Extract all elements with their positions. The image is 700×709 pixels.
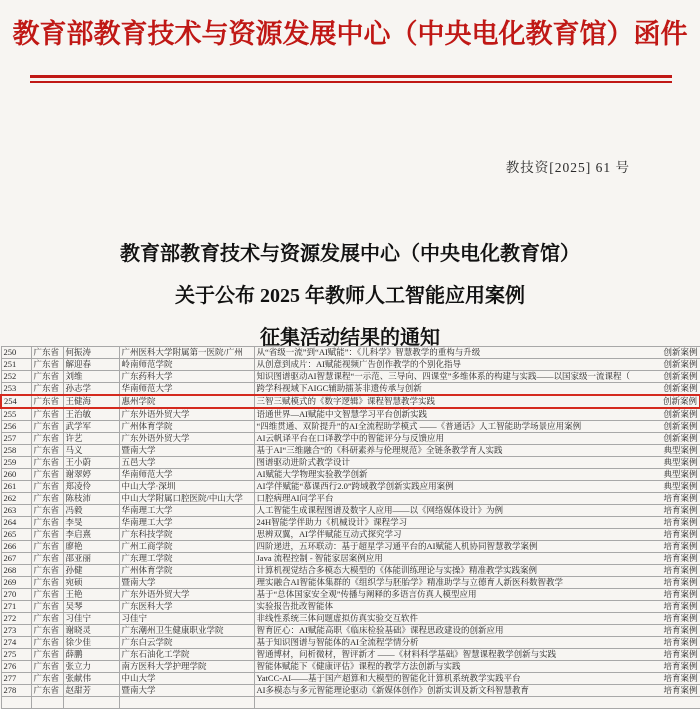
cell-org: 华南师范大学 [119,383,254,396]
cell-case: 三智三赋模式的《数字逻辑》课程智慧教学实践 [254,395,648,408]
cell-case: “四维贯通、双阶提升”的AI全流程助学模式 ——《普通话》人工智能助学场景应用案例 [254,421,648,433]
cell-case: AI多模态与多元智能理论驱动《新媒体创作》创新实训及新文科智慧教育 [254,685,648,697]
document-title [0,233,700,359]
cell-no: 255 [1,408,31,421]
table-row [1,517,700,529]
cell-name: 刘维 [63,371,119,383]
cell-no: 268 [1,565,31,577]
cell-name: 廖艳 [63,541,119,553]
cell-case: AI赋能大学物理实验教学创新 [254,469,648,481]
cell-case: AI学伴赋能“慕课西行2.0”跨域教学创新实践应用案例 [254,481,648,493]
cell-case: 智通博材，问析微材，智评新才 ——《材料科学基础》智慧课程教学创新与实践 [254,649,648,661]
cell-name: 王健海 [63,395,119,408]
table-row [1,589,700,601]
cell-org: 广东白云学院 [119,637,254,649]
cell-org: 广州体育学院 [119,565,254,577]
cell-name: 郑凌伶 [63,481,119,493]
table-row [1,673,700,685]
cell-prov: 广东省 [31,493,63,505]
cell-org: 广州工商学院 [119,541,254,553]
cell-org: 岭南师范学院 [119,359,254,371]
cell-org: 华南师范大学 [119,469,254,481]
cell-no: 252 [1,371,31,383]
cell-name: 吴琴 [63,601,119,613]
cell-prov: 广东省 [31,685,63,697]
cell-no: 257 [1,433,31,445]
cell-cat: 典型案例 [648,481,700,493]
cell-name: 许艺 [63,433,119,445]
cell-case: 智能体赋能下《健康评估》课程的教学方法创新与实践 [254,661,648,673]
cell-org: 广东药科大学 [119,371,254,383]
cell-cat: 培育案例 [648,637,700,649]
cell-org: 华南理工大学 [119,505,254,517]
cell-case: YatCC-AI——基于国产超算和大模型的智能化计算机系统教学实践平台 [254,673,648,685]
title-line-3: 征集活动结果的通知 [260,327,440,349]
cell-no: 258 [1,445,31,457]
cell-name: 张献伟 [63,673,119,685]
cell-case: 基于知识图谱与智能体的AI全流程学情分析 [254,637,648,649]
cell-no [1,697,31,709]
cell-case: 计算机视觉结合多模态大模型的《体能训练理论与实操》精准教学实践案例 [254,565,648,577]
table-row [1,697,700,709]
results-table [0,346,700,709]
cell-no: 275 [1,649,31,661]
cell-prov: 广东省 [31,445,63,457]
table-row [1,553,700,565]
cell-no: 261 [1,481,31,493]
cell-case: 语通世界—AI赋能中文智慧学习平台创新实践 [254,408,648,421]
table-row-highlighted [1,395,700,408]
cell-case: 从创意到成片：AI赋能视频广告创作教学的个别化指导 [254,359,648,371]
cell-name: 张立力 [63,661,119,673]
cell-no: 267 [1,553,31,565]
cell-cat: 创新案例 [648,359,700,371]
cell-prov: 广东省 [31,359,63,371]
cell-cat: 培育案例 [648,541,700,553]
cell-prov: 广东省 [31,433,63,445]
cell-cat: 创新案例 [648,421,700,433]
cell-cat: 创新案例 [648,347,700,359]
cell-prov: 广东省 [31,553,63,565]
cell-prov: 广东省 [31,637,63,649]
table-row [1,359,700,371]
cell-no: 271 [1,601,31,613]
cell-name: 王治敏 [63,408,119,421]
cell-prov: 广东省 [31,565,63,577]
cell-case: AI云帆译平台在口译教学中的智能评分与反馈应用 [254,433,648,445]
cell-no: 270 [1,589,31,601]
cell-case: 从“省级一流”到“AI赋能”：《儿科学》智慧教学的重构与升级 [254,347,648,359]
cell-case: 人工智能生成课程图谱及数字人应用——以《网络媒体设计》为例 [254,505,648,517]
results-table-wrap [0,346,700,709]
cell-no: 272 [1,613,31,625]
cell-name [63,697,119,709]
cell-prov: 广东省 [31,408,63,421]
cell-prov: 广东省 [31,383,63,396]
table-row [1,601,700,613]
table-row [1,565,700,577]
cell-name: 习佳宁 [63,613,119,625]
table-row [1,529,700,541]
cell-cat: 创新案例 [648,383,700,396]
table-row [1,685,700,697]
cell-name: 解迎春 [63,359,119,371]
cell-org: 广东医科大学 [119,601,254,613]
cell-cat: 培育案例 [648,553,700,565]
cell-no: 265 [1,529,31,541]
cell-org: 广东科技学院 [119,529,254,541]
cell-cat: 培育案例 [648,685,700,697]
cell-name: 陈枝沛 [63,493,119,505]
cell-org: 暨南大学 [119,577,254,589]
cell-prov: 广东省 [31,649,63,661]
cell-cat: 培育案例 [648,493,700,505]
cell-org: 暨南大学 [119,445,254,457]
cell-cat: 培育案例 [648,589,700,601]
table-row [1,469,700,481]
cell-case: 思辨双翼，AI学伴赋能互动式探究学习 [254,529,648,541]
cell-cat: 创新案例 [648,433,700,445]
cell-prov: 广东省 [31,589,63,601]
cell-org: 华南理工大学 [119,517,254,529]
cell-org: 广州体育学院 [119,421,254,433]
table-row [1,445,700,457]
cell-prov: 广东省 [31,541,63,553]
cell-no: 251 [1,359,31,371]
table-row [1,457,700,469]
cell-org: 广东潮州卫生健康职业学院 [119,625,254,637]
cell-no: 264 [1,517,31,529]
title-line-1: 教育部教育技术与资源发展中心（中央电化教育馆） [120,243,580,265]
cell-no: 266 [1,541,31,553]
cell-no: 262 [1,493,31,505]
table-row [1,371,700,383]
cell-prov [31,697,63,709]
cell-org: 广东外语外贸大学 [119,433,254,445]
cell-cat: 典型案例 [648,469,700,481]
table-row [1,637,700,649]
cell-no: 269 [1,577,31,589]
cell-no: 254 [1,395,31,408]
cell-case: Java 流程控制 - 智能家居案例应用 [254,553,648,565]
table-row [1,421,700,433]
cell-prov: 广东省 [31,673,63,685]
cell-case: 口腔病理AI问学平台 [254,493,648,505]
cell-prov: 广东省 [31,505,63,517]
table-row [1,577,700,589]
cell-cat: 培育案例 [648,649,700,661]
cell-org: 广东外语外贸大学 [119,589,254,601]
cell-prov: 广东省 [31,529,63,541]
cell-cat: 典型案例 [648,457,700,469]
cell-org: 中山大学·深圳 [119,481,254,493]
cell-case: 理实融合AI智能体集群的《组织学与胚胎学》精准助学与立德育人新医科数智教学 [254,577,648,589]
cell-no: 274 [1,637,31,649]
document-masthead: 教育部教育技术与资源发展中心（中央电化教育馆）函件 [12,19,688,49]
cell-case: 图谱驱动进阶式教学设计 [254,457,648,469]
cell-no: 263 [1,505,31,517]
cell-cat: 培育案例 [648,517,700,529]
cell-name: 邵亚丽 [63,553,119,565]
rule-bottom-line [30,81,672,83]
cell-prov: 广东省 [31,481,63,493]
cell-case: 知识图谱驱动AI智慧课程“一示范、三导向、四课堂”多维体系的构建与实践——以国家级一流课程（ [254,371,648,383]
cell-org [119,697,254,709]
cell-no: 253 [1,383,31,396]
cell-name: 王艳 [63,589,119,601]
table-row [1,493,700,505]
table-row [1,661,700,673]
cell-org: 习佳宁 [119,613,254,625]
cell-cat: 创新案例 [648,371,700,383]
cell-cat: 创新案例 [648,395,700,408]
cell-case [254,697,648,709]
cell-no: 276 [1,661,31,673]
cell-no: 256 [1,421,31,433]
cell-cat: 培育案例 [648,565,700,577]
table-row [1,433,700,445]
cell-no: 250 [1,347,31,359]
cell-name: 李启熹 [63,529,119,541]
cell-org: 暨南大学 [119,685,254,697]
cell-org: 五邑大学 [119,457,254,469]
cell-name: 孙志学 [63,383,119,396]
cell-name: 谢翠婷 [63,469,119,481]
cell-prov: 广东省 [31,613,63,625]
cell-org: 广东外语外贸大学 [119,408,254,421]
cell-cat: 培育案例 [648,601,700,613]
cell-org: 广东理工学院 [119,553,254,565]
cell-cat: 培育案例 [648,577,700,589]
cell-prov: 广东省 [31,469,63,481]
cell-cat [648,697,700,709]
table-row [1,481,700,493]
cell-prov: 广东省 [31,517,63,529]
cell-case: 实验报告批改智能体 [254,601,648,613]
cell-prov: 广东省 [31,457,63,469]
cell-case: 24H智能学伴助力《机械设计》课程学习 [254,517,648,529]
cell-name: 谢晓灵 [63,625,119,637]
table-row [1,408,700,421]
cell-name: 武学军 [63,421,119,433]
cell-cat: 培育案例 [648,625,700,637]
cell-no: 273 [1,625,31,637]
cell-prov: 广东省 [31,395,63,408]
cell-no: 259 [1,457,31,469]
cell-cat: 培育案例 [648,673,700,685]
cell-cat: 培育案例 [648,529,700,541]
cell-prov: 广东省 [31,371,63,383]
cell-org: 中山大学附属口腔医院/中山大学 [119,493,254,505]
cell-case: 非线性系统三体问题虚拟仿真实验交互软件 [254,613,648,625]
cell-case: 基于AI“三维融合”的《科研素养与伦理规范》全链条教学育人实践 [254,445,648,457]
cell-name: 何振涛 [63,347,119,359]
cell-case: 跨学科视域下AIGC辅助擂茶非遗传承与创新 [254,383,648,396]
table-row [1,625,700,637]
cell-cat: 创新案例 [648,408,700,421]
cell-name: 冯毅 [63,505,119,517]
cell-prov: 广东省 [31,347,63,359]
doc-number: 教技资[2025] 61 号 [505,160,630,175]
cell-case: 智育匠心：AI赋能高职《临床检验基础》课程思政建设的创新应用 [254,625,648,637]
cell-org: 广东石油化工学院 [119,649,254,661]
cell-org: 惠州学院 [119,395,254,408]
cell-name: 徐少佳 [63,637,119,649]
cell-prov: 广东省 [31,577,63,589]
cell-prov: 广东省 [31,601,63,613]
table-row [1,613,700,625]
cell-no: 277 [1,673,31,685]
cell-cat: 培育案例 [648,505,700,517]
cell-cat: 培育案例 [648,661,700,673]
cell-org: 南方医科大学护理学院 [119,661,254,673]
double-rule [30,75,672,83]
results-table-body [1,347,700,709]
cell-prov: 广东省 [31,625,63,637]
cell-prov: 广东省 [31,421,63,433]
cell-name: 赵甜芳 [63,685,119,697]
table-row [1,541,700,553]
cell-cat: 典型案例 [648,445,700,457]
cell-no: 278 [1,685,31,697]
table-row [1,347,700,359]
cell-prov: 广东省 [31,661,63,673]
cell-name: 李旻 [63,517,119,529]
title-line-2: 关于公布 2025 年教师人工智能应用案例 [175,285,525,307]
table-row [1,505,700,517]
cell-no: 260 [1,469,31,481]
table-row [1,649,700,661]
cell-org: 广州医科大学附属第一医院/广州 [119,347,254,359]
cell-name: 薛鹏 [63,649,119,661]
cell-org: 中山大学 [119,673,254,685]
cell-name: 王小蔚 [63,457,119,469]
cell-case: 基于“总体国家安全观”传播与阐释的多语言仿真人模型应用 [254,589,648,601]
cell-cat: 培育案例 [648,613,700,625]
cell-name: 孙健 [63,565,119,577]
cell-name: 宛硕 [63,577,119,589]
cell-name: 马义 [63,445,119,457]
cell-case: 四阶递进，五环联动：基于超星学习通平台的AI赋能人机协同智慧教学案例 [254,541,648,553]
table-row [1,383,700,396]
